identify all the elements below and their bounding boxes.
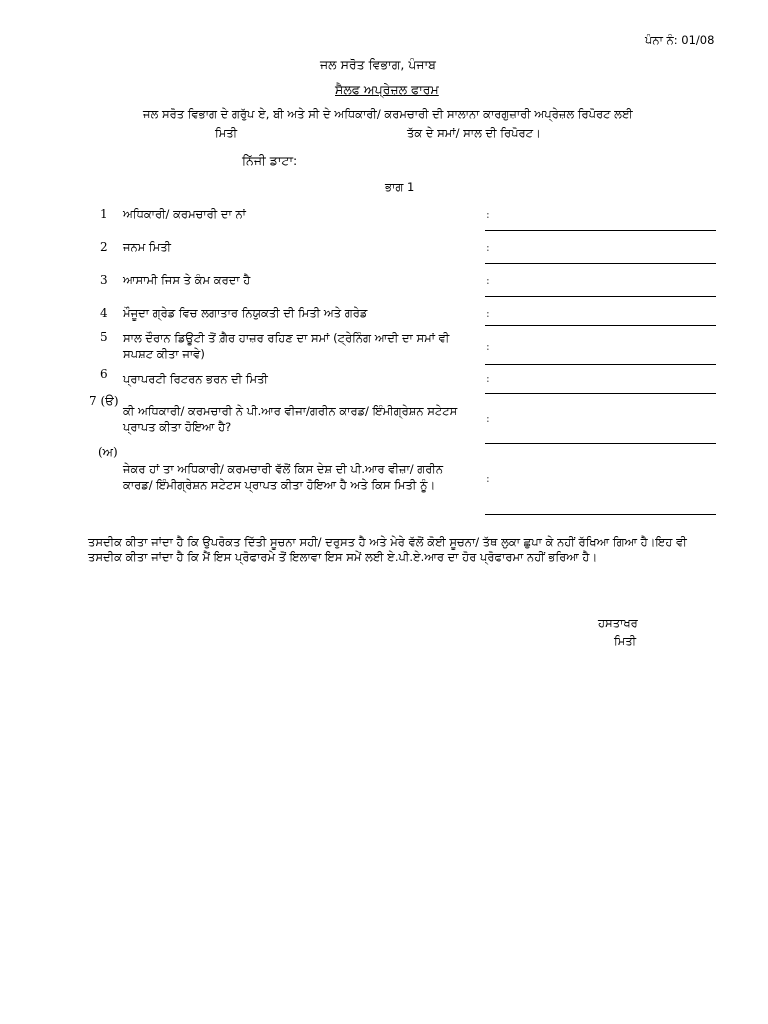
field-number: 5 (100, 330, 108, 344)
answer-line-absence[interactable] (485, 364, 716, 365)
field-label: ਕੀ ਅਧਿਕਾਰੀ/ ਕਰਮਚਾਰੀ ਨੇ ਪੀ.ਆਰ ਵੀਜਾ/ਗਰੀਨ ਕਾਰਡ/ ਇੰਮੀਗ੍ਰੇਸ਼ਨ ਸਟੇਟਸ (123, 404, 458, 418)
field-label-continued: ਪ੍ਰਾਪਤ ਕੀਤਾ ਹੋਇਆ ਹੈ? (123, 420, 232, 434)
field-colon: : (486, 472, 490, 485)
department-heading: ਜਲ ਸਰੋਤ ਵਿਭਾਗ, ਪੰਜਾਬ (320, 57, 436, 72)
answer-line-grade[interactable] (485, 325, 716, 326)
field-colon: : (486, 340, 490, 353)
field-colon: : (486, 372, 490, 385)
answer-line-dob[interactable] (485, 263, 716, 264)
field-colon: : (486, 412, 490, 425)
field-colon: : (486, 274, 490, 287)
field-number: 4 (100, 306, 108, 320)
page-number: ਪੰਨਾ ਨੰ: 01/08 (645, 33, 715, 47)
personal-data-heading: ਨਿੱਜੀ ਡਾਟਾ: (242, 153, 298, 168)
part-heading: ਭਾਗ 1 (385, 180, 415, 194)
field-label: ਜੇਕਰ ਹਾਂ ਤਾ ਅਧਿਕਾਰੀ/ ਕਰਮਚਾਰੀ ਵੱਲੋਂ ਕਿਸ ਦੇਸ਼ ਦੀ ਪੀ.ਆਰ ਵੀਜ਼ਾ/ ਗਰੀਨ (123, 462, 444, 476)
field-number: 7 (ੳ) (89, 394, 119, 408)
declaration-line-1: ਤਸਦੀਕ ਕੀਤਾ ਜਾਂਦਾ ਹੈ ਕਿ ਉਪਰੋਕਤ ਦਿੱਤੀ ਸੂਚਨਾ ਸਹੀ/ ਦਰੁਸਤ ਹੈ ਅਤੇ ਮੇਰੇ ਵੱਲੋਂ ਕੋਈ ਸੂਚਨਾ/ ਤੱਥ ਲੁਕਾ ਛੁਪਾ ਕੇ ਨਹੀਂ ਰੱਖਿਆ ਗਿਆ ਹੈ।ਇਹ ਵੀ (88, 535, 687, 549)
field-number: 1 (100, 207, 108, 221)
intro-date-label: ਮਿਤੀ (215, 126, 238, 140)
answer-line-post[interactable] (485, 296, 716, 297)
field-colon: : (486, 307, 490, 320)
answer-line-pr-visa[interactable] (485, 443, 716, 444)
intro-period-text: ਤੱਕ ਦੇ ਸਮਾਂ/ ਸਾਲ ਦੀ ਰਿਪੋਰਟ। (407, 126, 541, 140)
field-label-continued: ਸਪਸ਼ਟ ਕੀਤਾ ਜਾਵੇ) (123, 347, 205, 361)
field-label: ਆਸਾਮੀ ਜਿਸ ਤੇ ਕੰਮ ਕਰਦਾ ਹੈ (123, 273, 251, 287)
intro-line-1: ਜਲ ਸਰੋਤ ਵਿਭਾਗ ਦੇ ਗਰੁੱਪ ਏ, ਬੀ ਅਤੇ ਸੀ ਦੇ ਅਧਿਕਾਰੀ/ ਕਰਮਚਾਰੀ ਦੀ ਸਾਲਾਨਾ ਕਾਰਗੁਜ਼ਾਰੀ ਅਪ੍ਰੇਜ਼ਲ ਰਿਪੋਰਟ ਲਈ (143, 107, 633, 121)
answer-line-name[interactable] (485, 230, 716, 231)
declaration-line-2: ਤਸਦੀਕ ਕੀਤਾ ਜਾਂਦਾ ਹੈ ਕਿ ਮੈਂ ਇਸ ਪ੍ਰੋਫਾਰਮੇ ਤੋਂ ਇਲਾਵਾ ਇਸ ਸਮੇਂ ਲਈ ਏ.ਪੀ.ਏ.ਆਰ ਦਾ ਹੋਰ ਪ੍ਰੋਫਾਰਮਾ ਨਹੀਂ ਭਰਿਆ ਹੈ। (88, 550, 598, 564)
answer-line-property-return[interactable] (485, 393, 716, 394)
form-title: ਸੈਲਫ ਅਪ੍ਰੇਜ਼ਲ ਫਾਰਮ (335, 82, 439, 97)
field-number: 6 (100, 367, 108, 381)
answer-line-country-date[interactable] (485, 514, 716, 515)
field-label: ਮੌਜੂਦਾ ਗ੍ਰੇਡ ਵਿਚ ਲਗਾਤਾਰ ਨਿਯੁਕਤੀ ਦੀ ਮਿਤੀ ਅਤੇ ਗਰੇਡ (123, 306, 368, 320)
field-colon: : (486, 241, 490, 254)
field-label: ਸਾਲ ਦੌਰਾਨ ਡਿਊਟੀ ਤੋਂ ਗ਼ੈਰ ਹਾਜ਼ਰ ਰਹਿਣ ਦਾ ਸਮਾਂ (ਟ੍ਰੇਨਿੰਗ ਆਦੀ ਦਾ ਸਮਾਂ ਵੀ (123, 331, 450, 345)
signature-date-label: ਮਿਤੀ (614, 634, 637, 648)
field-label: ਅਧਿਕਾਰੀ/ ਕਰਮਚਾਰੀ ਦਾ ਨਾਂ (123, 207, 246, 221)
signature-label: ਹਸਤਾਖਰ (598, 616, 638, 630)
field-colon: : (486, 208, 490, 221)
field-number: 2 (100, 240, 108, 254)
field-number: 3 (100, 273, 108, 287)
field-label-continued: ਕਾਰਡ/ ਇੰਮੀਗ੍ਰੇਸ਼ਨ ਸਟੇਟਸ ਪ੍ਰਾਪਤ ਕੀਤਾ ਹੋਇਆ ਹੈ ਅਤੇ ਕਿਸ ਮਿਤੀ ਨੂੰ। (123, 478, 436, 492)
field-number: (ਅ) (98, 445, 118, 459)
field-label: ਜਨਮ ਮਿਤੀ (123, 240, 172, 254)
field-label: ਪ੍ਰਾਪਰਟੀ ਰਿਟਰਨ ਭਰਨ ਦੀ ਮਿਤੀ (123, 372, 268, 386)
